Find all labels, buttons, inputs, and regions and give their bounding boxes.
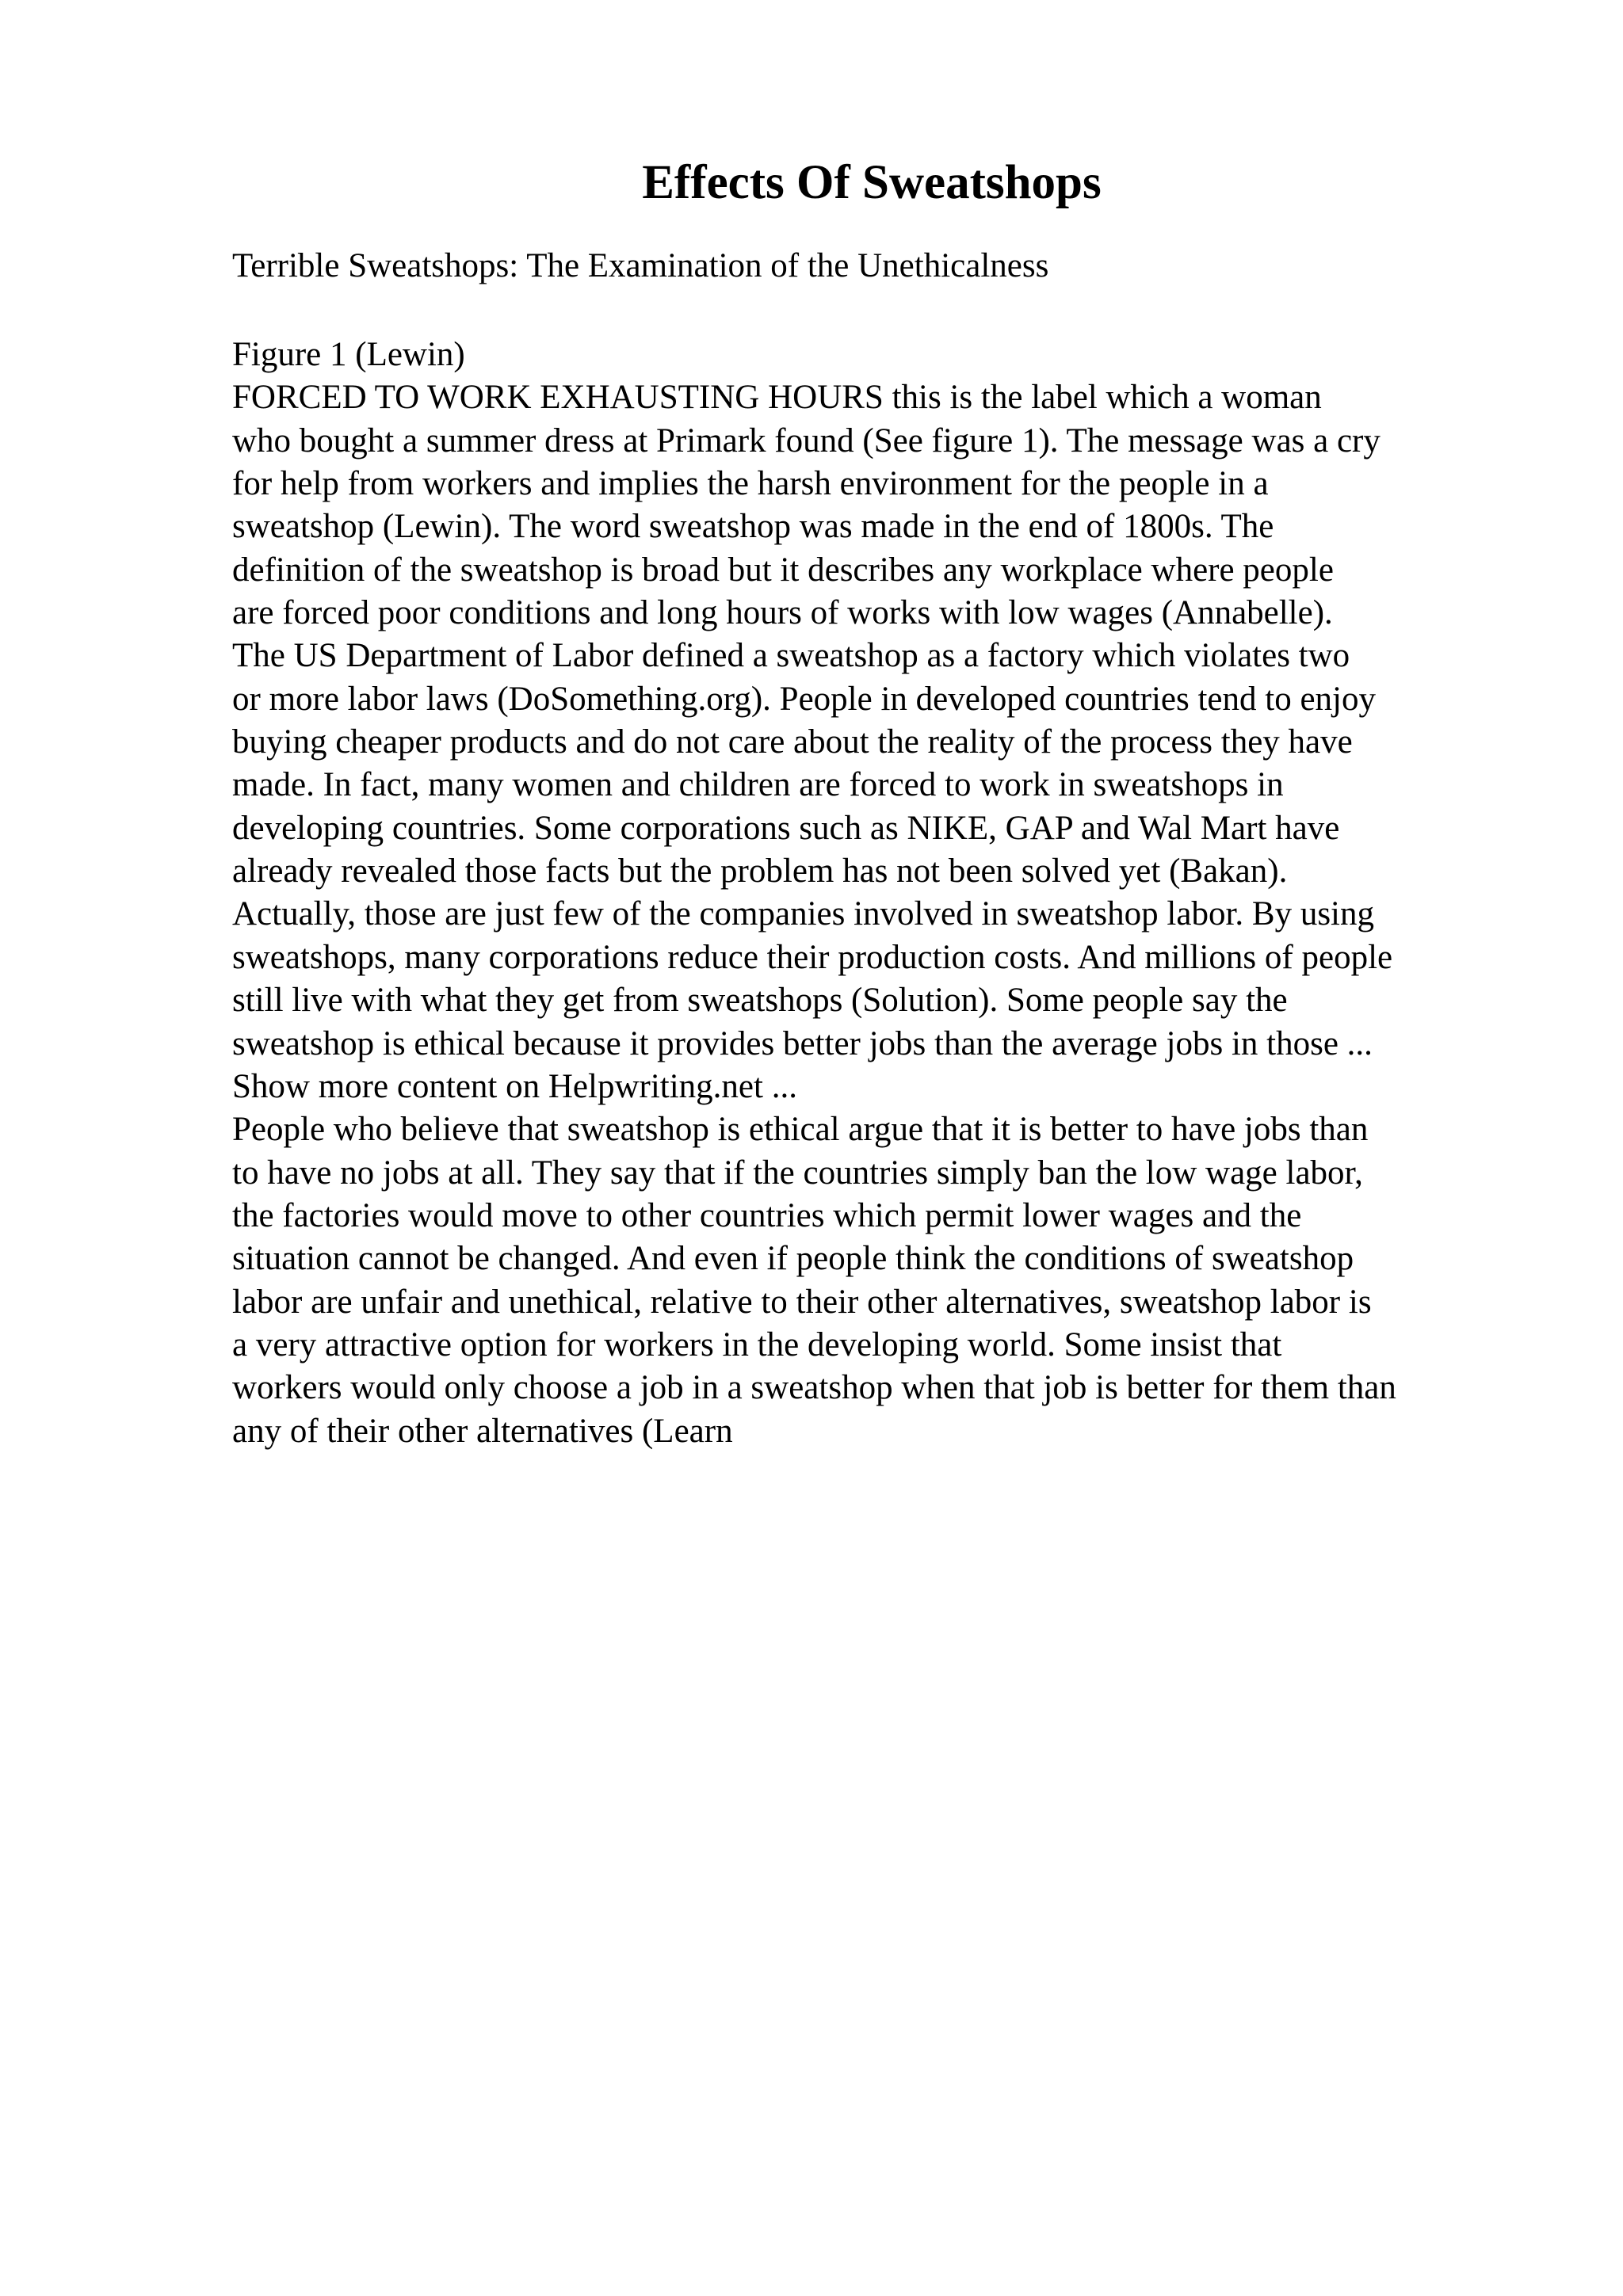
text-line: who bought a summer dress at Primark found (See figure 1). The message was a cry <box>232 421 1381 460</box>
text-line: the factories would move to other countries which permit lower wages and the <box>232 1196 1302 1234</box>
text-line: buying cheaper products and do not care about the reality of the process they have <box>232 723 1353 761</box>
text-line: situation cannot be changed. And even if people think the conditions of sweatshop <box>232 1240 1354 1278</box>
text-line: sweatshop (Lewin). The word sweatshop was made in the end of 1800s. The <box>232 508 1274 546</box>
text-line: any of their other alternatives (Learn <box>232 1412 733 1450</box>
text-line: sweatshops, many corporations reduce their production costs. And millions of people <box>232 938 1393 976</box>
text-line: Show more content on Helpwriting.net ... <box>232 1067 797 1105</box>
text-line: to have no jobs at all. They say that if the countries simply ban the low wage labor, <box>232 1154 1363 1192</box>
text-line: labor are unfair and unethical, relative to their other alternatives, sweatshop labor is <box>232 1283 1372 1321</box>
text-line: sweatshop is ethical because it provides better jobs than the average jobs in those ... <box>232 1024 1373 1062</box>
text-line: still live with what they get from sweatshops (Solution). Some people say the <box>232 982 1288 1020</box>
document-subtitle: Terrible Sweatshops: The Examination of the Unethicalness <box>232 247 1049 284</box>
text-line: workers would only choose a job in a sweatshop when that job is better for them than <box>232 1369 1396 1407</box>
text-line: are forced poor conditions and long hours of works with low wages (Annabelle). <box>232 594 1333 632</box>
text-line: already revealed those facts but the problem has not been solved yet (Bakan). <box>232 852 1288 891</box>
text-line: The US Department of Labor defined a sweatshop as a factory which violates two <box>232 637 1350 675</box>
text-line: FORCED TO WORK EXHAUSTING HOURS this is the label which a woman <box>232 379 1322 417</box>
text-line: a very attractive option for workers in the developing world. Some insist that <box>232 1325 1282 1363</box>
text-line: made. In fact, many women and children are forced to work in sweatshops in <box>232 766 1284 804</box>
text-line: Actually, those are just few of the companies involved in sweatshop labor. By using <box>232 895 1375 933</box>
text-line: People who believe that sweatshop is ethical argue that it is better to have jobs than <box>232 1111 1369 1149</box>
text-line: for help from workers and implies the harsh environment for the people in a <box>232 465 1269 503</box>
document-title: Effects Of Sweatshops <box>642 156 1102 209</box>
text-line: or more labor laws (DoSomething.org). People in developed countries tend to enjoy <box>232 680 1376 718</box>
text-line: definition of the sweatshop is broad but it describes any workplace where people <box>232 551 1334 589</box>
document-body <box>232 334 1396 1453</box>
text-line: developing countries. Some corporations such as NIKE, GAP and Wal Mart have <box>232 809 1340 847</box>
text-line: Figure 1 (Lewin) <box>232 336 465 373</box>
